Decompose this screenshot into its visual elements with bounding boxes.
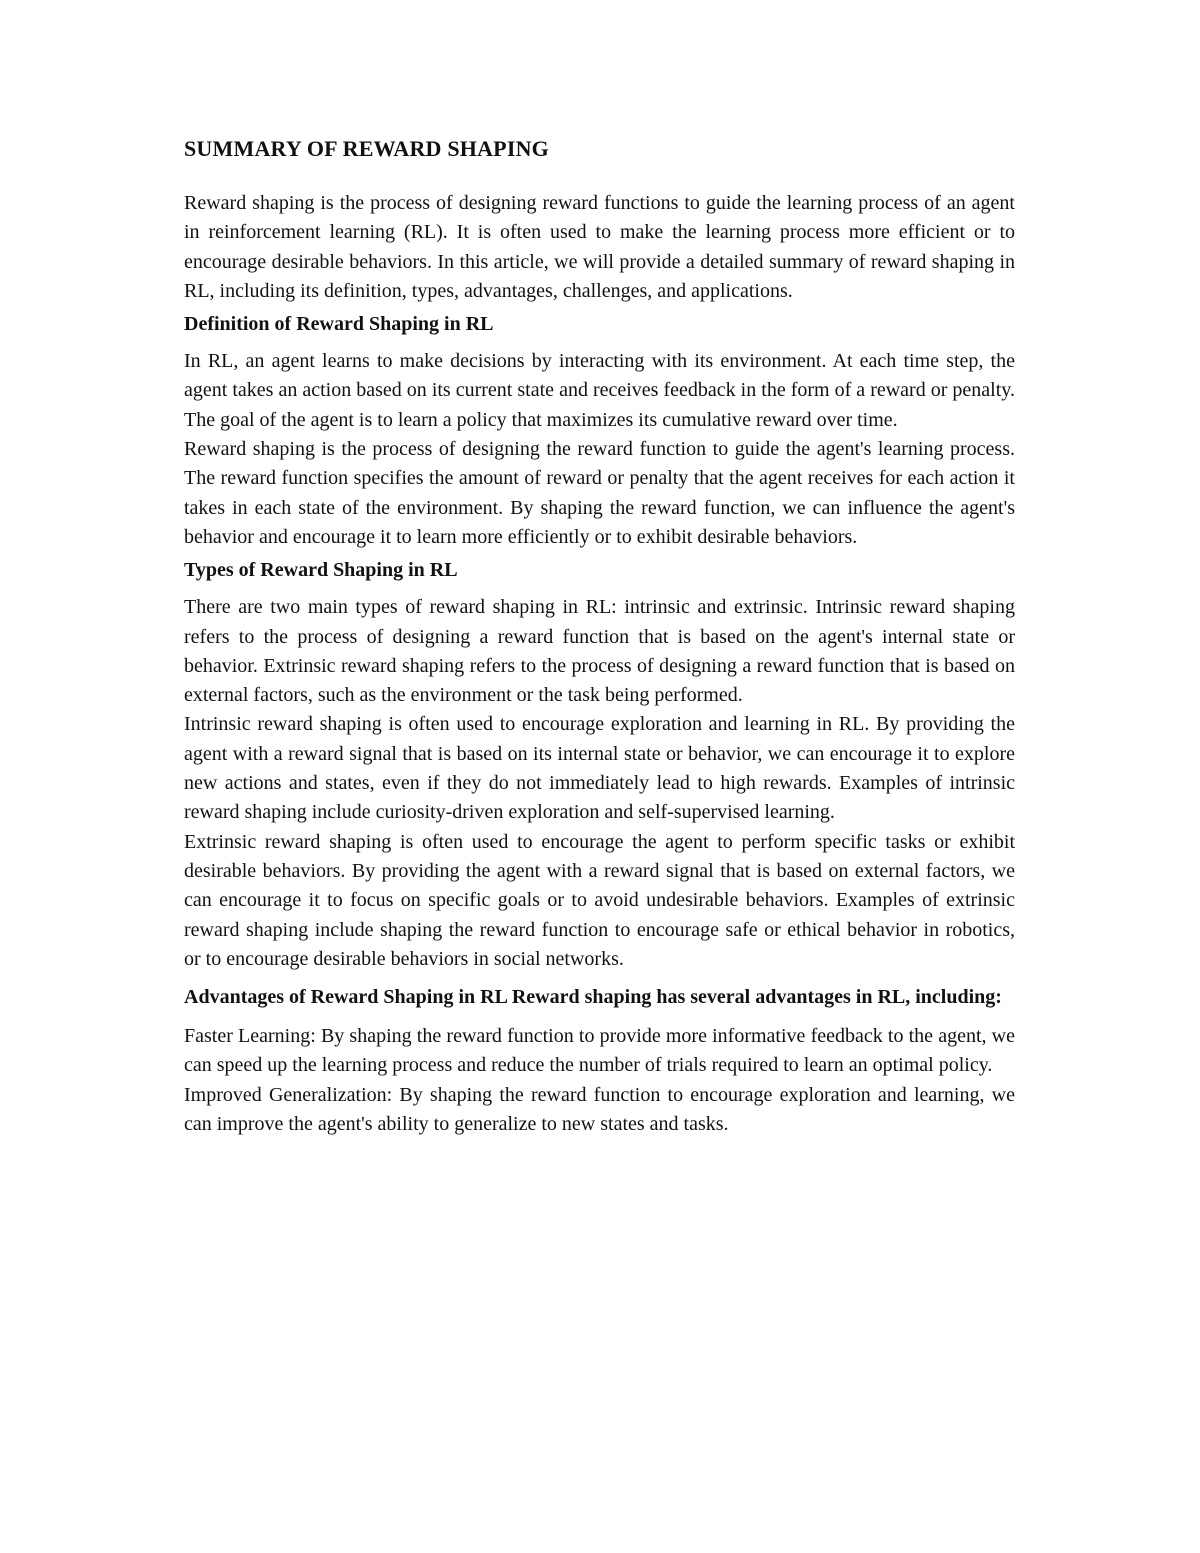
- definition-paragraph-1: In RL, an agent learns to make decisions by interacting with its environment. At each time step, the agent takes an action based on its current state and receives feedback in the form of a reward or penalty. The goal of the agent is to learn a policy that maximizes its cumulative reward over time.: [184, 350, 1015, 431]
- types-paragraph-3: Extrinsic reward shaping is often used to encourage the agent to perform specific tasks or exhibit desirable behaviors. By providing the agent with a reward signal that is based on external factors, we can encourage it to focus on specific goals or to avoid undesirable behaviors. Examples of extrinsic reward shaping include shaping the reward function to encourage safe or ethical behavior in robotics, or to encourage desirable behaviors in social networks.: [184, 830, 1015, 970]
- intro-paragraph: Reward shaping is the process of designing reward functions to guide the learning process of an agent in reinforcement learning (RL). It is often used to make the learning process more efficient or to encourage desirable behaviors. In this article, we will provide a detailed summary of reward shaping in RL, including its definition, types, advantages, challenges, and applications.: [184, 192, 1015, 302]
- advantages-paragraph-2: Improved Generalization: By shaping the reward function to encourage exploration and learning, we can improve the agent's ability to generalize to new states and tasks.: [184, 1083, 1015, 1136]
- types-paragraph-1: There are two main types of reward shaping in RL: intrinsic and extrinsic. Intrinsic reward shaping refers to the process of designing a reward function that is based on the agent's internal state or behavior. Extrinsic reward shaping refers to the process of designing a reward function that is based on external factors, such as the environment or the task being performed.: [184, 596, 1015, 707]
- document-page: [184, 132, 1015, 1139]
- document-title: SUMMARY OF REWARD SHAPING: [184, 136, 549, 161]
- definition-paragraph-2: Reward shaping is the process of designing the reward function to guide the agent's learning process. The reward function specifies the amount of reward or penalty that the agent receives for each action it takes in each state of the environment. By shaping the reward function, we can influence the agent's behavior and encourage it to learn more efficiently or to exhibit desirable behaviors.: [184, 438, 1015, 548]
- section-heading-types: Types of Reward Shaping in RL: [184, 559, 458, 582]
- types-paragraph-2: Intrinsic reward shaping is often used to encourage exploration and learning in RL. By providing the agent with a reward signal that is based on its internal state or behavior, we can encourage it to explore new actions and states, even if they do not immediately lead to high rewards. Examples of intrinsic reward shaping include curiosity-driven exploration and self-supervised learning.: [184, 713, 1015, 824]
- section-heading-definition: Definition of Reward Shaping in RL: [184, 313, 494, 336]
- advantages-paragraph-1: Faster Learning: By shaping the reward function to provide more informative feedback to the agent, we can speed up the learning process and reduce the number of trials required to learn an optimal policy.: [184, 1025, 1015, 1077]
- section-heading-advantages: Advantages of Reward Shaping in RL Reward shaping has several advantages in RL, including:: [184, 986, 1002, 1009]
